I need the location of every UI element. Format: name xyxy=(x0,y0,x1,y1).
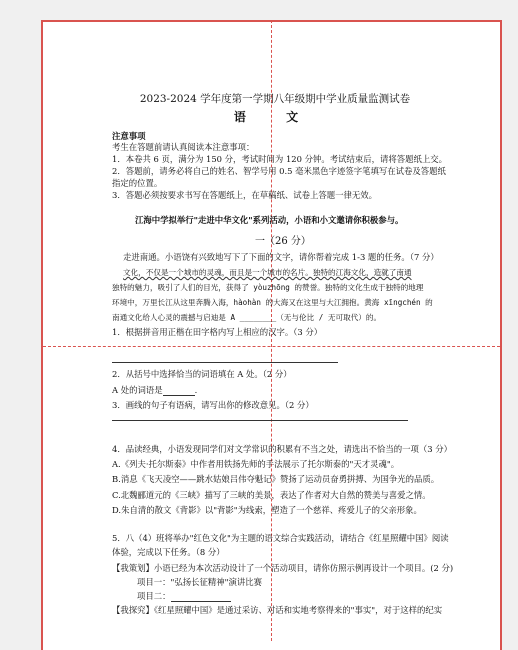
notes-heading: 注意事项 xyxy=(112,131,146,141)
passage-line-4: 南通文化给人心灵的震撼与启迪是 A ________（无与伦比 / 无可取代）的。 xyxy=(112,313,382,322)
question-1: 1．根据拼音用正楷在田字格内写上相应的汉字。（3 分） xyxy=(112,327,323,337)
question-5-line-2: 体验，完成以下任务。（8 分） xyxy=(112,547,225,557)
question-4-option-d: D.朱自清的散文《背影》以"背影"为线索，塑造了一个慈祥、疼爱儿子的父亲形象。 xyxy=(112,505,422,515)
horizontal-fold-guide xyxy=(43,346,500,347)
question-4-option-a: A.《列夫·托尔斯泰》中作者用铁扬先师的手法展示了托尔斯泰的"天才灵魂"。 xyxy=(112,459,400,469)
question-3: 3．画线的句子有语病，请写出你的修改意见。（2 分） xyxy=(112,400,314,410)
question-4-option-c: C.北魏郦道元的《三峡》描写了三峡的美景，表达了作者对大自然的赞美与喜爱之情。 xyxy=(112,490,431,500)
passage-intro: 走进南通。小语饶有兴致地写下了下面的文字，请你帮着完成 1-3 题的任务。（7 分） xyxy=(123,252,439,262)
activity-banner: 江海中学拟举行"走进中华文化"系列活动，小语和小文邀请你积极参与。 xyxy=(135,215,404,225)
question-4-option-b: B.消息《飞天凌空——跳水姑娘吕伟夺魁记》赞扬了运动员奋勇拼搏、为国争光的品质。 xyxy=(112,474,440,484)
question-4: 4．品读经典，小语发现同学们对文学常识的积累有不当之处，请选出不恰当的一项（3 分） xyxy=(112,444,452,454)
passage-line-1 xyxy=(123,267,493,278)
project-item-2-blank[interactable] xyxy=(171,593,231,602)
answer-line-q1 xyxy=(112,362,338,363)
question-5-line-1: 5．八（4）班将举办"红色文化"为主题的语文综合实践活动，请结合《红星照耀中国》阅读 xyxy=(112,533,449,543)
exam-title: 2023-2024 学年度第一学期八年级期中学业质量监测试卷 xyxy=(139,93,411,105)
underlined-sentence: 文化，不仅是一个城市的灵魂，而且是一个城市的名片。独特的江海文化，造就了南通 xyxy=(123,268,412,277)
answer-line-q3 xyxy=(112,420,408,421)
passage-line-3: 环境中，万里长江从这里奔腾入海，hàohàn 的大海又在这里与大江拥抱。黄海 xīngchén 的 xyxy=(112,298,433,307)
project-item-2-label: 项目二： xyxy=(137,591,171,601)
question-2-answer-label: A 处的词语是 xyxy=(112,385,163,395)
notes-intro: 考生在答题前请认真阅读本注意事项： xyxy=(112,142,255,152)
notes-item-1: 1．本卷共 6 页，满分为 150 分，考试时间为 120 分钟。考试结束后，请将答题纸上交。 xyxy=(112,154,447,164)
notes-item-3: 3．答题必须按要求书写在答题纸上，在草稿纸、试卷上答题一律无效。 xyxy=(112,190,377,200)
notes-item-2: 2．答题前，请务必将自己的姓名、智学号用 0.5 毫米黑色字迹签字笔填写在试卷及答题纸 xyxy=(112,166,446,176)
question-2: 2．从括号中选择恰当的词语填在 A 处。（2 分） xyxy=(112,369,292,379)
project-item-1: 项目一："弘扬长征精神"演讲比赛 xyxy=(137,577,262,587)
explore-task: 【我探究】《红星照耀中国》是通过采访、对话和实地考察得来的"事实"，对于这样的纪实 xyxy=(112,605,443,615)
project-item-2 xyxy=(137,590,507,602)
notes-item-2-cont: 指定的位置。 xyxy=(112,178,163,188)
passage-line-2: 独特的魅力，吸引了人们的目光，获得了 yòuzhōng 的赞誉。独特的文化生成于独特的地理 xyxy=(112,283,424,292)
answer-blank-a[interactable] xyxy=(163,387,195,396)
plan-task: 【我策划】小语已经为本次活动设计了一个活动项目，请你仿照示例再设计一个项目。(2 分) xyxy=(112,563,454,573)
subject-title: 语 文 xyxy=(233,110,317,124)
section-one-heading: 一（26 分） xyxy=(255,236,311,247)
question-2-answer: A 处的词语是 . xyxy=(112,385,198,395)
